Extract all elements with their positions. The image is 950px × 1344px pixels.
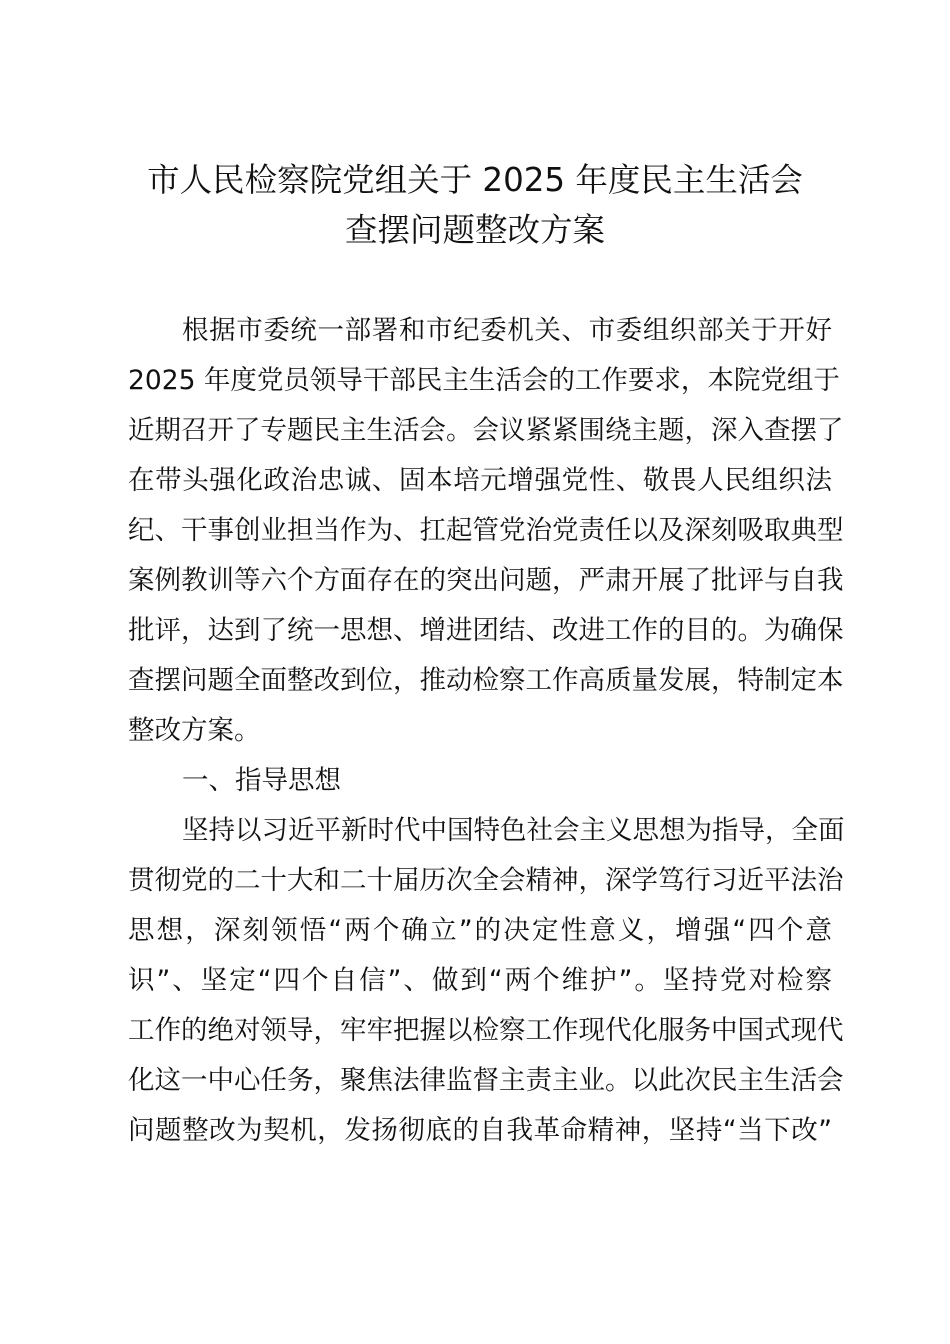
paragraph-line: 查摆问题全面整改到位，推动检察工作高质量发展，特制定本 — [128, 665, 844, 696]
paragraph-line: 批评，达到了统一思想、增进团结、改进工作的目的。为确保 — [128, 615, 844, 646]
paragraph-line: 整改方案。 — [128, 715, 261, 746]
document-title-line-2: 查摆问题整改方案 — [344, 211, 605, 249]
paragraph-line: 工作的绝对领导，牢牢把握以检察工作现代化服务中国式现代 — [128, 1015, 844, 1046]
paragraph-line: 化这一中心任务，聚焦法律监督主责主业。以此次民主生活会 — [128, 1065, 844, 1096]
paragraph-line: 近期召开了专题民主生活会。会议紧紧围绕主题，深入查摆了 — [128, 415, 844, 446]
section-heading: 一、指导思想 — [182, 765, 341, 796]
document-title-line-1: 市人民检察院党组关于 2025 年度民主生活会 — [147, 161, 803, 199]
paragraph-line: 案例教训等六个方面存在的突出问题，严肃开展了批评与自我 — [128, 565, 844, 596]
paragraph-line: 问题整改为契机，发扬彻底的自我革命精神，坚持“当下改” — [128, 1115, 832, 1146]
paragraph-line: 贯彻党的二十大和二十届历次全会精神，深学笃行习近平法治 — [128, 865, 844, 896]
paragraph-line: 识”、坚定“四个自信”、做到“两个维护”。坚持党对检察 — [128, 965, 832, 996]
paragraph-line: 在带头强化政治忠诚、固本培元增强党性、敬畏人民组织法 — [128, 465, 832, 496]
paragraph-line: 坚持以习近平新时代中国特色社会主义思想为指导，全面 — [182, 815, 845, 846]
paragraph-line: 思想，深刻领悟“两个确立”的决定性意义，增强“四个意 — [128, 915, 832, 946]
paragraph-line: 根据市委统一部署和市纪委机关、市委组织部关于开好 — [182, 315, 832, 346]
paragraph-line: 纪、干事创业担当作为、扛起管党治党责任以及深刻吸取典型 — [128, 515, 844, 546]
paragraph-line: 2025 年度党员领导干部民主生活会的工作要求，本院党组于 — [128, 365, 840, 396]
